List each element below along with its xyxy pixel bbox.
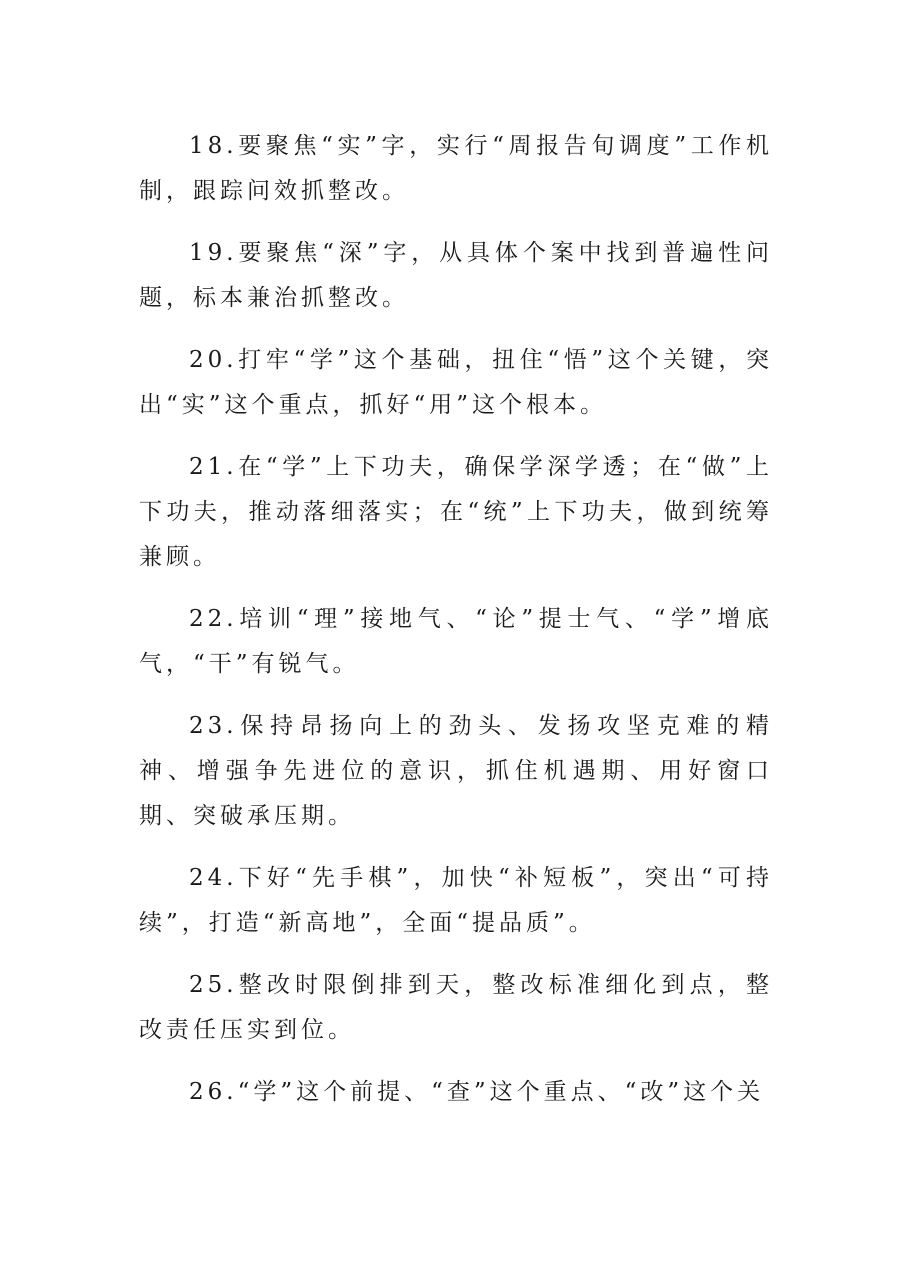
paragraph-21: 21.在“学”上下功夫，确保学深学透；在“做”上下功夫，推动落细落实；在“统”上下功夫，做到统筹兼顾。 bbox=[139, 454, 773, 570]
paragraph-20: 20.打牢“学”这个基础，扭住“悟”这个关键，突出“实”这个重点，抓好“用”这个根本。 bbox=[139, 347, 773, 418]
paragraph-25: 25.整改时限倒排到天，整改标准细化到点，整改责任压实到位。 bbox=[139, 972, 773, 1043]
paragraph-24: 24.下好“先手棋”，加快“补短板”，突出“可持续”，打造“新高地”，全面“提品质”。 bbox=[139, 865, 773, 936]
document-body bbox=[139, 124, 773, 1132]
paragraph-22: 22.培训“理”接地气、“论”提士气、“学”增底气，“干”有锐气。 bbox=[139, 606, 773, 677]
paragraph-23: 23.保持昂扬向上的劲头、发扬攻坚克难的精神、增强争先进位的意识，抓住机遇期、用好窗口期、突破承压期。 bbox=[139, 713, 773, 829]
paragraph-26: 26.“学”这个前提、“查”这个重点、“改”这个关 bbox=[189, 1079, 765, 1105]
paragraph-18: 18.要聚焦“实”字，实行“周报告旬调度”工作机制，跟踪问效抓整改。 bbox=[139, 133, 773, 204]
paragraph-19: 19.要聚焦“深”字，从具体个案中找到普遍性问题，标本兼治抓整改。 bbox=[139, 240, 773, 311]
